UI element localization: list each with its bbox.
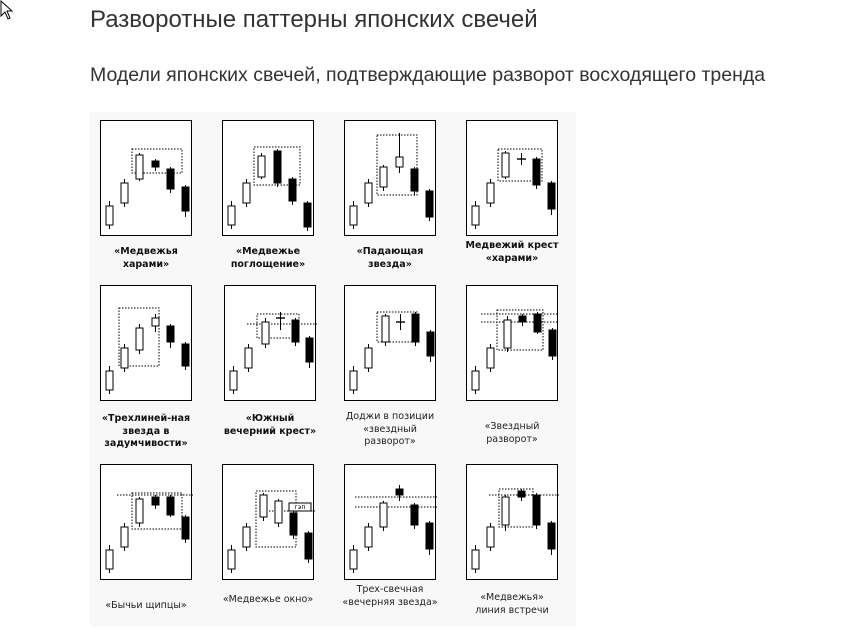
- bullish-candle: [504, 320, 511, 348]
- bullish-candle: [228, 206, 235, 225]
- bullish-candle: [106, 550, 113, 569]
- pattern-label: Доджи в позиции «звездный разворот»: [345, 411, 435, 447]
- bearish-candle: [549, 330, 556, 356]
- pattern-diagram: [344, 464, 436, 580]
- bullish-candle: [487, 183, 494, 203]
- bullish-candle: [260, 495, 267, 517]
- pattern-diagram: [222, 464, 314, 580]
- pattern-diagram: [100, 464, 192, 580]
- bearish-candle: [427, 332, 434, 356]
- pattern-card-southern-evening-cross: [224, 285, 319, 438]
- bearish-candle: [167, 326, 174, 342]
- pattern-label: «Медвежье окно»: [222, 594, 314, 605]
- bullish-candle: [136, 328, 143, 350]
- page-title: Разворотные паттерны японских свечей: [90, 6, 538, 33]
- pattern-card-bearish-meeting-line: [466, 464, 561, 617]
- bullish-candle: [380, 167, 387, 187]
- bearish-candle: [304, 203, 311, 227]
- pattern-card-bearish-harami: [100, 120, 195, 271]
- bearish-candle: [411, 169, 418, 191]
- patterns-grid: [100, 120, 570, 630]
- bullish-candle: [350, 371, 357, 390]
- candlestick-chart-icon: [223, 465, 315, 581]
- candlestick-chart-icon: [225, 286, 317, 402]
- pattern-label: «Южный вечерний крест»: [223, 413, 317, 437]
- pattern-card-bullish-tweezers: [100, 464, 195, 613]
- bearish-candle: [548, 523, 555, 549]
- bearish-candle: [396, 489, 403, 495]
- candlestick-patterns-figure: [90, 112, 576, 626]
- bullish-candle: [121, 183, 128, 203]
- mouse-cursor-icon: [0, 0, 14, 20]
- bearish-candle: [167, 497, 174, 515]
- bearish-candle: [426, 191, 433, 217]
- candlestick-chart-icon: [101, 286, 193, 402]
- bearish-candle: [152, 497, 159, 505]
- bearish-candle: [182, 344, 189, 366]
- bullish-candle: [243, 183, 250, 203]
- bearish-candle: [289, 179, 296, 201]
- bearish-candle: [411, 505, 418, 525]
- bearish-candle: [426, 523, 433, 549]
- bullish-candle: [382, 316, 389, 342]
- pattern-card-bearish-harami-cross: [466, 120, 561, 265]
- bearish-candle: [519, 316, 526, 322]
- candlestick-chart-icon: [345, 121, 437, 237]
- candlestick-chart-icon: [101, 121, 193, 237]
- pattern-label: «Падающая звезда»: [356, 246, 424, 270]
- bearish-candle: [306, 338, 313, 362]
- bullish-candle: [121, 348, 128, 368]
- bullish-candle: [472, 371, 479, 390]
- pattern-label: «Трехлиней-ная звезда в задумчивости»: [101, 413, 191, 449]
- bearish-candle: [292, 320, 299, 342]
- bullish-candle: [106, 371, 113, 390]
- pattern-diagram: [466, 120, 558, 236]
- candlestick-chart-icon: [467, 121, 559, 237]
- pattern-card-evening-star: [344, 464, 439, 609]
- bullish-candle: [262, 322, 269, 344]
- bearish-candle: [548, 183, 555, 209]
- bullish-candle: [350, 206, 357, 225]
- bearish-candle: [152, 161, 159, 167]
- bearish-candle: [305, 533, 312, 559]
- bullish-candle: [487, 348, 494, 368]
- pattern-card-bearish-engulfing: [222, 120, 317, 271]
- pattern-diagram: [100, 120, 192, 236]
- pattern-card-bearish-window: [222, 464, 317, 607]
- bearish-candle: [274, 151, 281, 183]
- bullish-candle: [258, 156, 265, 177]
- pattern-label: Трех-свечная «вечерняя звезда»: [342, 584, 438, 608]
- bullish-candle: [350, 550, 357, 569]
- bullish-candle: [136, 155, 143, 179]
- candlestick-chart-icon: [467, 465, 559, 581]
- bearish-candle: [533, 159, 540, 185]
- bearish-candle: [534, 314, 541, 332]
- pattern-diagram: [100, 285, 192, 401]
- bearish-candle: [167, 169, 174, 189]
- bearish-candle: [290, 513, 297, 535]
- bullish-candle: [275, 501, 282, 523]
- bullish-candle: [502, 497, 509, 525]
- pattern-diagram: [466, 464, 558, 580]
- bullish-candle: [487, 527, 494, 547]
- pattern-label: «Медвежья» линия встречи: [475, 592, 549, 616]
- bullish-candle: [365, 183, 372, 203]
- bullish-candle: [365, 348, 372, 368]
- pattern-card-deliberation-star: [100, 285, 195, 451]
- pattern-card-star-reversal: [466, 285, 561, 446]
- bearish-candle: [533, 495, 540, 525]
- bullish-candle: [152, 318, 159, 326]
- candlestick-chart-icon: [467, 286, 559, 402]
- pattern-diagram: [466, 285, 558, 401]
- page-subtitle: Модели японских свечей, подтверждающие разворот восходящего тренда: [90, 64, 766, 86]
- bullish-candle: [228, 550, 235, 569]
- gap-label: гэп: [294, 503, 306, 511]
- pattern-diagram: [222, 120, 314, 236]
- pattern-diagram: [344, 285, 436, 401]
- candlestick-chart-icon: [101, 465, 193, 581]
- bullish-candle: [121, 527, 128, 547]
- pattern-label: «Бычьи щипцы»: [105, 600, 187, 611]
- bearish-candle: [182, 517, 189, 539]
- pattern-label: «Медвежья харами»: [114, 246, 178, 270]
- candlestick-chart-icon: [345, 465, 437, 581]
- bearish-candle: [182, 187, 189, 211]
- candlestick-chart-icon: [223, 121, 315, 237]
- pattern-card-doji-star-reversal: [344, 285, 439, 449]
- candlestick-chart-icon: [345, 286, 437, 402]
- bullish-candle: [136, 499, 143, 523]
- bullish-candle: [245, 348, 252, 368]
- pattern-label: Медвежий крест «харами»: [465, 240, 559, 264]
- bearish-candle: [412, 314, 419, 342]
- bullish-candle: [472, 550, 479, 569]
- pattern-diagram: [344, 120, 436, 236]
- bullish-candle: [243, 527, 250, 547]
- bullish-candle: [396, 157, 403, 167]
- pattern-label: «Звездный разворот»: [484, 421, 540, 445]
- bearish-candle: [518, 491, 525, 497]
- bullish-candle: [380, 503, 387, 527]
- bullish-candle: [106, 206, 113, 225]
- bullish-candle: [472, 206, 479, 225]
- bullish-candle: [502, 153, 509, 177]
- bullish-candle: [230, 371, 237, 390]
- pattern-card-shooting-star: [344, 120, 439, 271]
- bullish-candle: [365, 527, 372, 547]
- pattern-diagram: [224, 285, 316, 401]
- pattern-label: «Медвежье поглощение»: [230, 246, 306, 270]
